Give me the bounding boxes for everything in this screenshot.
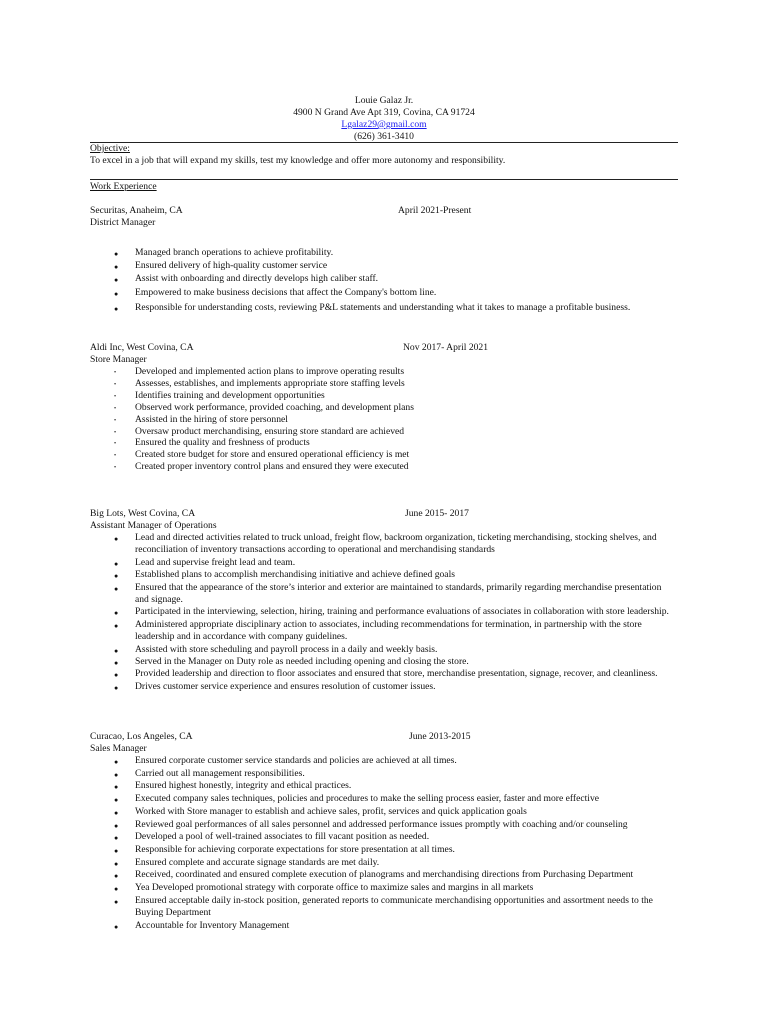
list-item: ● Assisted with store scheduling and payroll process in a daily and weekly basis. <box>90 644 677 656</box>
bullet-icon <box>114 768 118 782</box>
list-item: • Assesses, establishes, and implements appropriate store staffing levels <box>90 378 677 390</box>
job-title: Sales Manager <box>90 743 147 754</box>
job-title: Assistant Manager of Operations <box>90 520 217 531</box>
bullet-icon <box>114 806 118 820</box>
bullet-icon <box>114 569 118 582</box>
list-item: ● Accountable for Inventory Management <box>90 920 677 933</box>
list-item: ● Executed company sales techniques, policies and procedures to make the selling process easier, faster and more effective <box>90 793 677 806</box>
bullet-icon <box>114 619 118 632</box>
list-item: ● Established plans to accomplish merchandising initiative and achieve defined goals <box>90 569 677 581</box>
bullet-icon <box>114 461 116 475</box>
list-item: ● Developed a pool of well-trained associates to fill vacant position as needed. <box>90 831 677 844</box>
list-item: ● Yea Developed promotional strategy with corporate office to maximize sales and margins in all markets <box>90 882 677 895</box>
bullet-icon <box>114 247 118 260</box>
bullet-icon <box>114 644 118 657</box>
divider <box>90 179 678 180</box>
objective-text: To excel in a job that will expand my skills, test my knowledge and offer more autonomy and responsibility. <box>90 155 506 166</box>
job-dates: June 2013-2015 <box>409 731 471 742</box>
bullet-icon <box>114 844 118 858</box>
job-dates: June 2015- 2017 <box>405 508 469 519</box>
bullet-icon <box>114 819 118 833</box>
list-item: • Ensured the quality and freshness of products <box>90 437 677 449</box>
applicant-name: Louie Galaz Jr. <box>354 95 414 106</box>
list-item: ● Ensured delivery of high-quality customer service <box>90 260 677 272</box>
list-item: • Created proper inventory control plans and ensured they were executed <box>90 461 677 473</box>
bullet-icon <box>114 273 118 286</box>
bullet-icon <box>114 532 118 545</box>
list-item: ● Ensured acceptable daily in-stock position, generated reports to communicate merchandising opportunities and assortment needs to the Buying Department <box>90 895 677 920</box>
divider <box>90 142 678 143</box>
bullet-icon <box>114 831 118 845</box>
bullet-icon <box>114 755 118 769</box>
bullet-icon <box>114 287 118 300</box>
list-item: ● Responsible for understanding costs, reviewing P&L statements and understanding what it takes to manage a profitable business. <box>90 302 735 314</box>
list-item: ● Provided leadership and direction to floor associates and ensured that store, merchandise presentation, signage, recover, and cleanliness. <box>90 668 677 680</box>
list-item: • Created store budget for store and ensured operational efficiency is met <box>90 449 677 461</box>
list-item: ● Served in the Manager on Duty role as needed including opening and closing the store. <box>90 656 677 668</box>
list-item: ● Drives customer service experience and ensures resolution of customer issues. <box>90 681 677 693</box>
job-dates: April 2021-Present <box>398 205 472 216</box>
job-title: District Manager <box>90 217 156 228</box>
bullet-icon <box>114 606 118 619</box>
job-bullets <box>90 755 677 933</box>
job-bullets <box>90 366 677 473</box>
bullet-icon <box>114 656 118 669</box>
bullet-icon <box>114 857 118 871</box>
list-item: ● Managed branch operations to achieve profitability. <box>90 247 677 259</box>
list-item: ● Received, coordinated and ensured complete execution of planograms and merchandising directions from Purchasing Department <box>90 869 677 882</box>
list-item: ● Carried out all management responsibilities. <box>90 768 677 781</box>
objective-heading: Objective: <box>90 143 130 154</box>
bullet-icon <box>114 582 118 595</box>
bullet-icon <box>114 668 118 681</box>
contact-header <box>0 95 768 143</box>
applicant-phone: (626) 361-3410 <box>354 131 414 142</box>
list-item: • Oversaw product merchandising, ensuring store standard are achieved <box>90 426 677 438</box>
bullet-icon <box>114 557 118 570</box>
bullet-icon <box>114 895 118 909</box>
bullet-icon <box>114 869 118 883</box>
job-dates: Nov 2017- April 2021 <box>403 342 489 353</box>
job-company: Big Lots, West Covina, CA <box>90 508 196 519</box>
list-item: ● Ensured highest honestly, integrity and ethical practices. <box>90 780 677 793</box>
list-item: ● Ensured that the appearance of the store’s interior and exterior are maintained to standards, primarily regarding merchandise presentation and signage. <box>90 582 677 607</box>
list-item: ● Administered appropriate disciplinary action to associates, including recommendations for termination, in partnership with the store leadership and in accordance with company guidelines. <box>90 619 677 644</box>
work-experience-heading: Work Experience <box>90 181 157 192</box>
applicant-address: 4900 N Grand Ave Apt 319, Covina, CA 91724 <box>293 107 475 118</box>
list-item: ● Responsible for achieving corporate expectations for store presentation at all times. <box>90 844 677 857</box>
job-company: Securitas, Anaheim, CA <box>90 205 183 216</box>
list-item: ● Ensured corporate customer service standards and policies are achieved at all times. <box>90 755 677 768</box>
list-item: • Assisted in the hiring of store personnel <box>90 414 677 426</box>
list-item: ● Worked with Store manager to establish and achieve sales, profit, services and quick application goals <box>90 806 677 819</box>
list-item: ● Reviewed goal performances of all sales personnel and addressed performance issues promptly with coaching and/or counseling <box>90 819 677 832</box>
job-title: Store Manager <box>90 354 147 365</box>
list-item: • Developed and implemented action plans to improve operating results <box>90 366 677 378</box>
bullet-icon <box>114 920 118 934</box>
job-bullets <box>90 247 735 315</box>
bullet-icon <box>114 780 118 794</box>
list-item: ● Participated in the interviewing, selection, hiring, training and performance evaluations of associates in collaboration with store leadership. <box>90 606 677 618</box>
list-item: ● Empowered to make business decisions that affect the Company's bottom line. <box>90 287 677 299</box>
list-item: ● Lead and directed activities related to truck unload, freight flow, backroom organization, ticketing merchandising, stocking shelves, and reconciliation of inventory transactions according to operational and merchandising standards <box>90 532 677 557</box>
bullet-icon <box>114 260 118 273</box>
bullet-icon <box>114 681 118 694</box>
list-item: ● Ensured complete and accurate signage standards are met daily. <box>90 857 677 870</box>
list-item: • Identifies training and development opportunities <box>90 390 677 402</box>
list-item: ● Assist with onboarding and directly develops high caliber staff. <box>90 273 677 285</box>
job-company: Aldi Inc, West Covina, CA <box>90 342 194 353</box>
bullet-icon <box>114 793 118 807</box>
list-item: • Observed work performance, provided coaching, and development plans <box>90 402 677 414</box>
job-company: Curacao, Los Angeles, CA <box>90 731 193 742</box>
bullet-icon <box>114 882 118 896</box>
email-link[interactable]: Lgalaz29@gmail.com <box>341 119 427 130</box>
list-item: ● Lead and supervise freight lead and team. <box>90 557 677 569</box>
bullet-icon <box>114 302 118 315</box>
job-bullets <box>90 532 677 693</box>
